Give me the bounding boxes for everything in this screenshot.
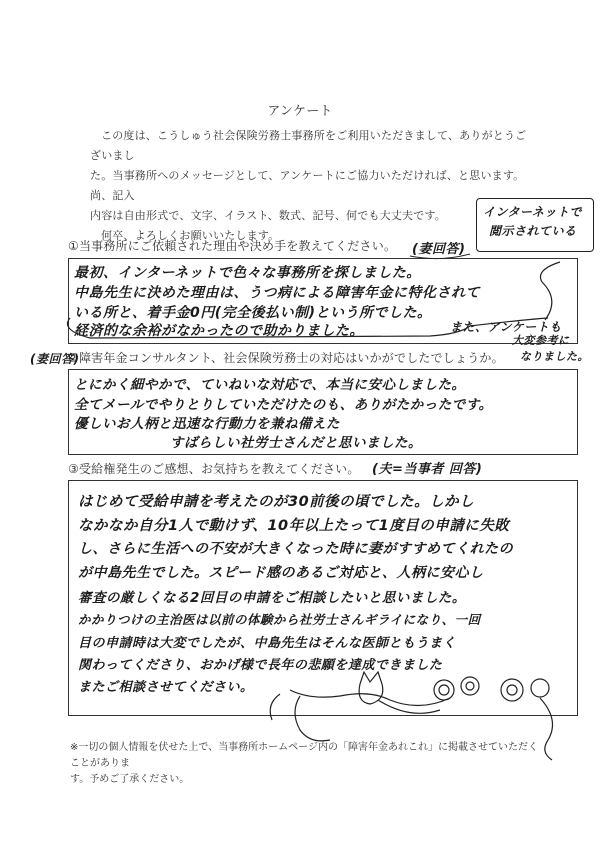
q1-connector-stroke: [540, 262, 560, 320]
q2-answer-line: 全てメールでやりとりしていただけたのも、ありがたかったです。: [74, 397, 493, 413]
intro-line: この度は、こうしゅう社会保険労務士事務所をご利用いただきまして、ありがとうございまし: [90, 129, 527, 162]
q1-side-note-line: インターネットで: [483, 205, 582, 219]
intro-line: 内容は自由形式で、文字、イラスト、数式、記号、何でも大丈夫です。: [90, 209, 446, 222]
q3-answer-line: し、さらに生活への不安が大きくなった時に妻がすすめてくれたの: [78, 541, 514, 557]
q3-answer-line: はじめて受給申請を考えたのが30前後の頃でした。しかし: [78, 494, 475, 510]
q3-answer-line: が中島先生でした。スピード感のあるご対応と、人柄に安心し: [78, 565, 484, 581]
q3-answer-line: 関わってくださり、おかげ様で長年の悲願を達成できました: [78, 658, 443, 673]
q1-answer-line: 経済的な余裕がなかったので助かりました。: [74, 323, 364, 339]
footer-note: [70, 740, 540, 788]
q3-answer-line: 目の申請時は大変でしたが、中島先生はそんな医師ともうまく: [78, 636, 457, 651]
footer-line: ※一切の個人情報を伏せた上で、当事務所ホームページ内の「障害年金あれこれ」に掲載させていただくことがありま: [70, 742, 538, 769]
q2-answer-line: すばらしい社労士さんだと思いました。: [170, 435, 422, 451]
intro-line: た。当事務所へのメッセージとして、アンケートにご協力いただければ、と思います。尚、記入: [90, 169, 525, 202]
q2-margin-note-line: なりました。: [520, 350, 589, 363]
q1-answer-line: 最初、インターネットで色々な事務所を探しました。: [74, 265, 421, 281]
q2-respondent-tag: (妻回答): [30, 352, 80, 366]
question-1: ①当事務所にご依頼された理由や決め手を教えてください。: [68, 239, 397, 253]
tag-underline-stroke: [410, 254, 470, 259]
q1-answer-line: 中島先生に決めた理由は、うつ病による障害年金に特化されて: [74, 285, 480, 301]
question-2: ②障害年金コンサルタント、社会保険労務士の対応はいかがでしたでしょうか。: [68, 351, 504, 365]
q1-answer-line: いる所と、着手金0円(完全後払い制)という所でした。: [74, 305, 432, 321]
q2-answer-line: とにかく細やかで、ていねいな対応で、本当に安心しました。: [74, 377, 466, 393]
footer-line: す。予めご了承ください。: [70, 774, 190, 785]
q3-answer-line: 審査の厳しくなる2回目の申請をご相談したいと思いました。: [78, 590, 466, 606]
q1-respondent-tag: (妻回答): [412, 242, 466, 257]
intro-line: 何卒、よろしくお願いいたします。: [101, 229, 280, 242]
q2-answer-line: 優しいお人柄と迅速な行動力を兼ね備えた: [74, 416, 340, 432]
q3-answer-line: かかりつけの主治医は以前の体験から社労士さんギライになり、一回: [78, 612, 481, 627]
q1-side-note-line: 閲示されている: [489, 224, 577, 238]
q2-margin-note-line: 大変参考に: [512, 334, 570, 347]
q1-loop-stroke: [68, 318, 549, 338]
q3-respondent-tag: (夫=当事者 回答): [372, 462, 483, 477]
q3-answer-line: またご相談させてください。: [78, 680, 254, 695]
question-3: ③受給権発生のご感想、お気持ちを教えてください。: [68, 462, 360, 476]
q3-answer-line: なかなか自分1人で動けず、10年以上たって1度目の申請に失敗: [78, 518, 510, 534]
page-title: アンケート: [267, 104, 333, 119]
q1-answer-line: また、アンケートも: [450, 320, 562, 334]
